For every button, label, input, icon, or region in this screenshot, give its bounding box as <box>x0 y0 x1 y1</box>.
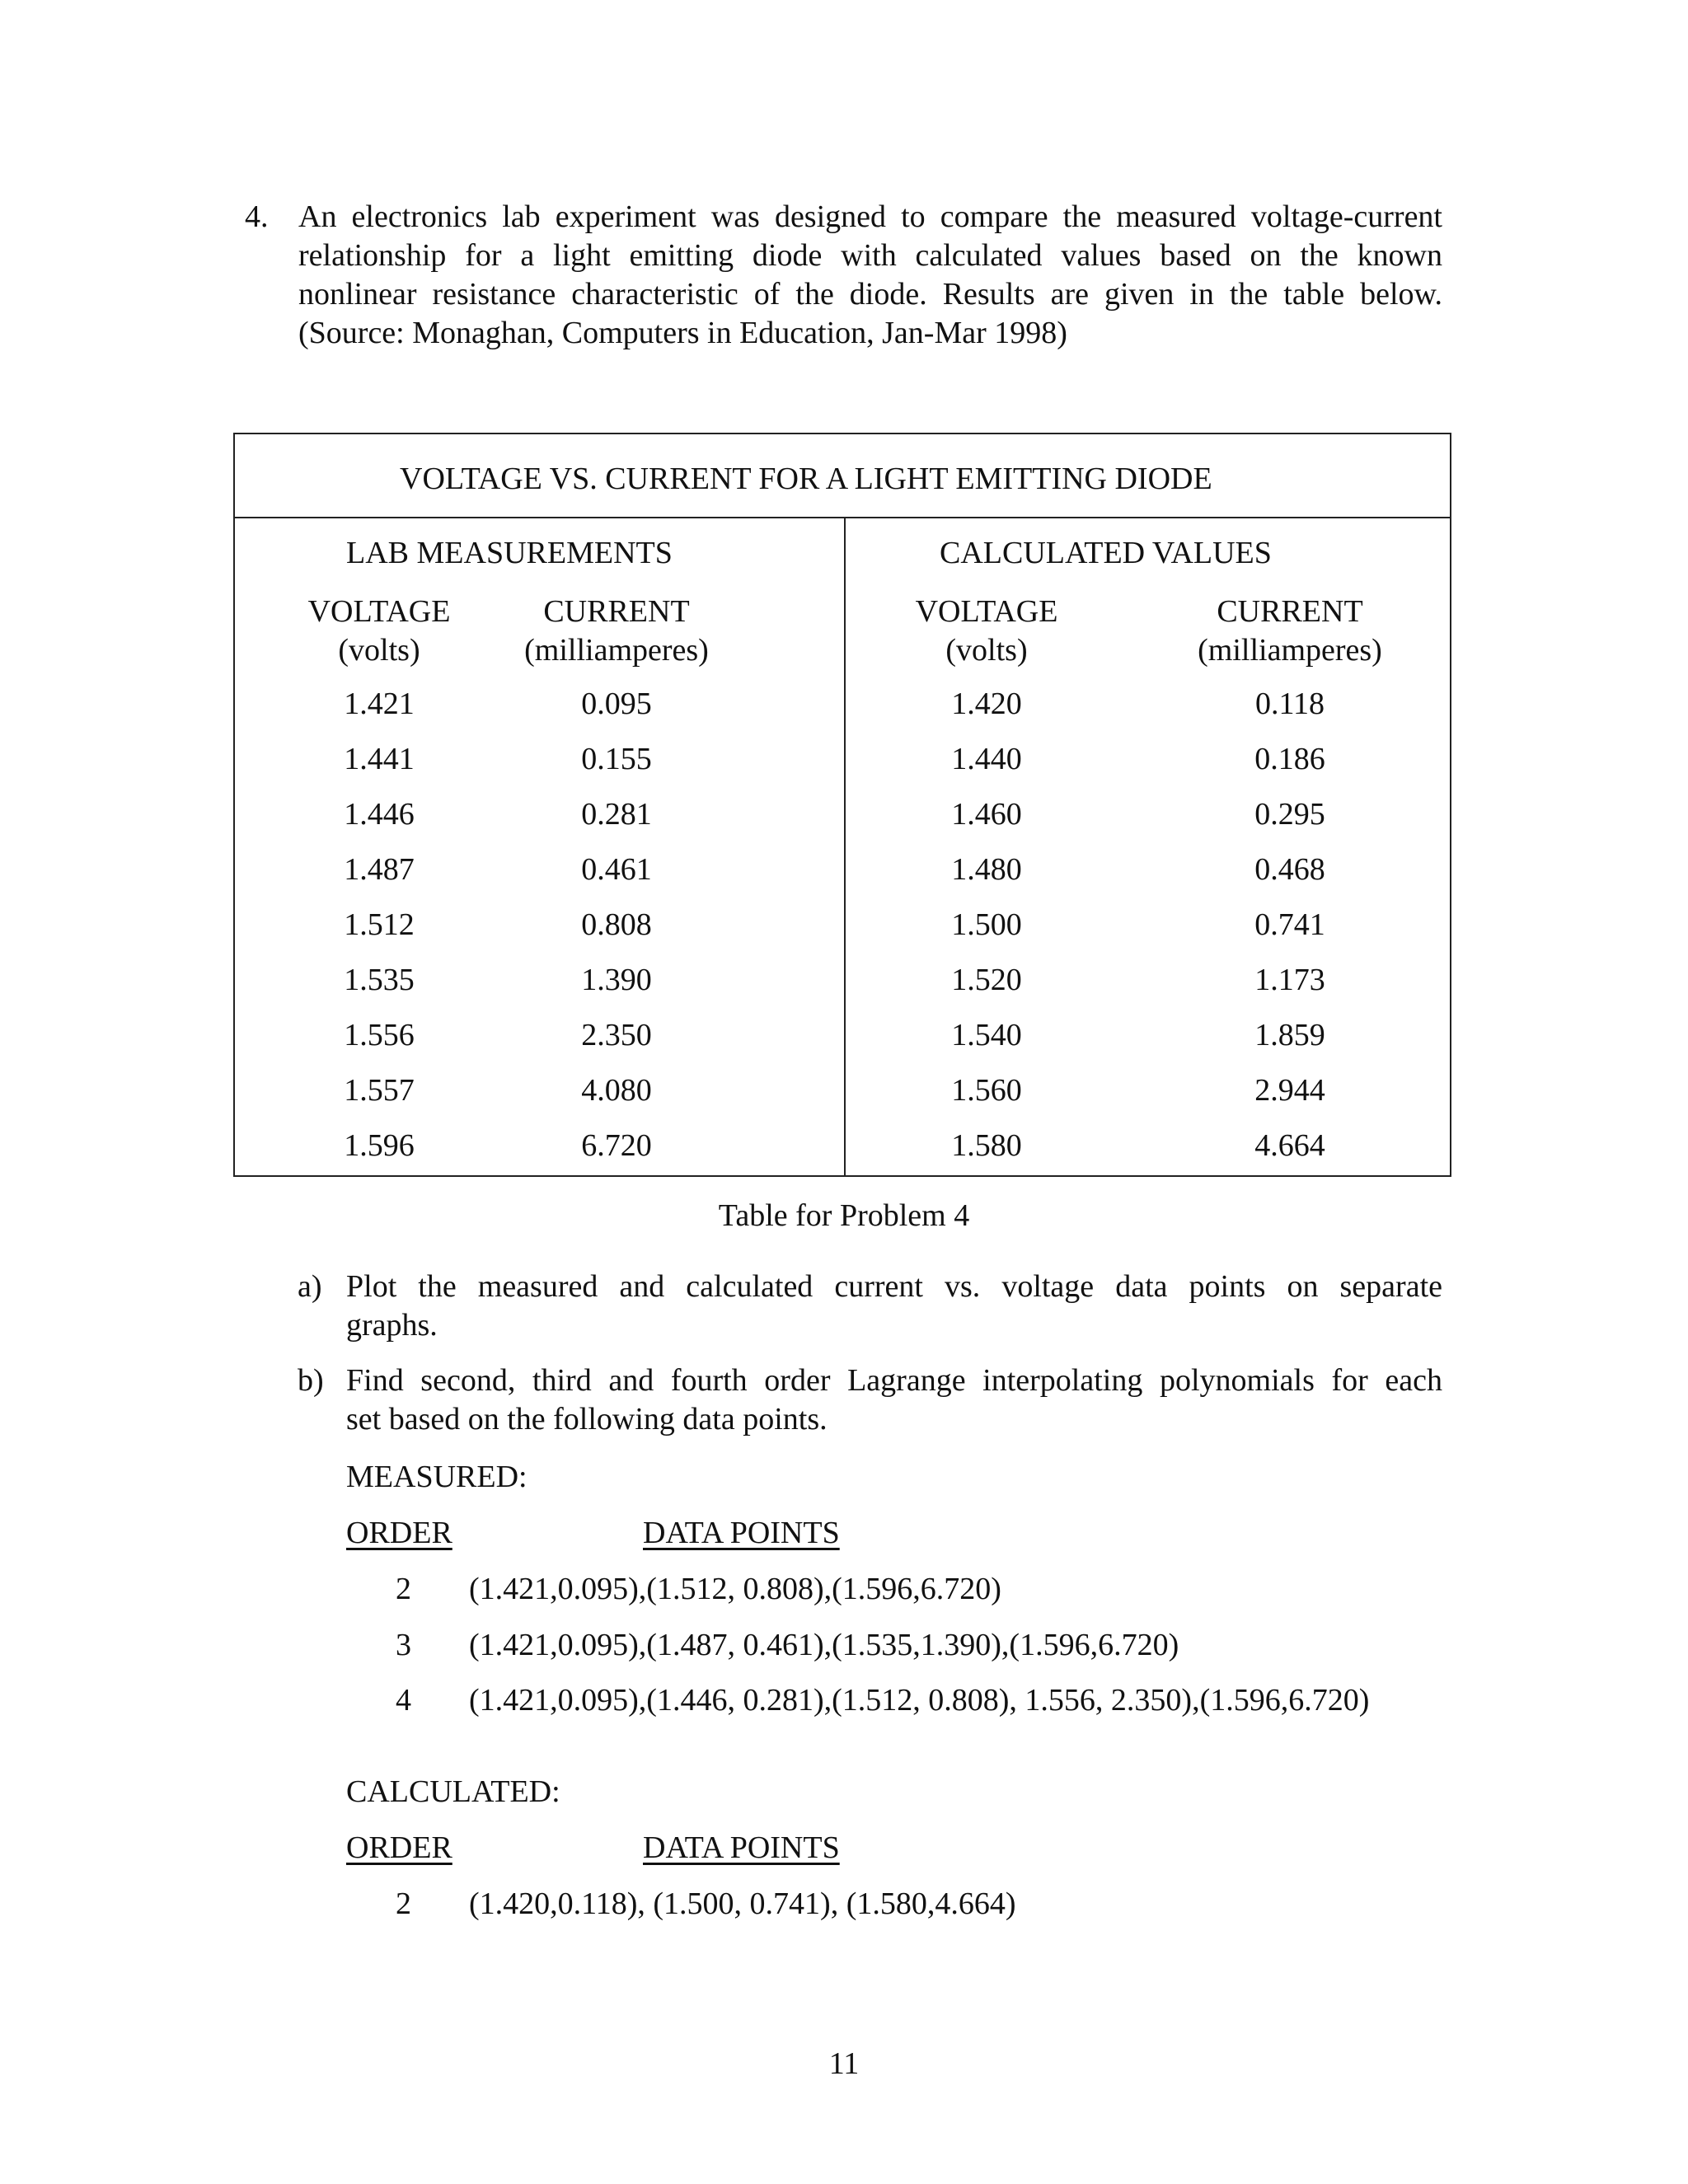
table-cell: 1.390 <box>581 963 652 997</box>
table-cell: 0.281 <box>581 797 652 832</box>
table-cell: 1.556 <box>344 1018 415 1052</box>
measured-heading: MEASURED: <box>346 1460 528 1494</box>
problem-statement <box>298 198 1442 353</box>
lab-measurements-heading: LAB MEASUREMENTS <box>346 536 673 570</box>
table-cell: 2.350 <box>581 1018 652 1052</box>
table-cell: 1.859 <box>1254 1018 1325 1052</box>
calculated-points: (1.420,0.118), (1.500, 0.741), (1.580,4.664) <box>469 1886 1016 1921</box>
column-header-name: VOLTAGE <box>307 594 451 629</box>
question-b-label: b) <box>298 1363 324 1398</box>
table-title-row <box>235 434 1450 518</box>
table-cell: 1.441 <box>344 742 415 776</box>
column-header <box>509 593 724 670</box>
table-caption: Table for Problem 4 <box>718 1198 970 1233</box>
column-header <box>1183 593 1397 670</box>
table-cell: 0.155 <box>581 742 652 776</box>
table-cell: 1.421 <box>344 687 415 721</box>
column-header-unit: (milliamperes) <box>524 633 709 668</box>
calculated-points-label: DATA POINTS <box>643 1830 840 1865</box>
table-cell: 1.173 <box>1254 963 1325 997</box>
problem-line: (Source: Monaghan, Computers in Education, Jan-Mar 1998) <box>298 316 1067 350</box>
table-cell: 0.741 <box>1254 907 1325 942</box>
table-cell: 1.487 <box>344 852 415 887</box>
column-header-unit: (milliamperes) <box>1198 633 1382 668</box>
question-a-text <box>346 1268 1442 1345</box>
table-cell: 2.944 <box>1254 1073 1325 1108</box>
table-cell: 0.808 <box>581 907 652 942</box>
table-cell: 0.461 <box>581 852 652 887</box>
table-cell: 6.720 <box>581 1128 652 1163</box>
calculated-values-heading: CALCULATED VALUES <box>940 536 1272 570</box>
column-header-unit: (volts) <box>945 633 1028 668</box>
table-cell: 0.468 <box>1254 852 1325 887</box>
problem-line: nonlinear resistance characteristic of the diode. Results are given in the table below. <box>298 277 1442 312</box>
column-header-unit: (volts) <box>338 633 420 668</box>
table-title: VOLTAGE VS. CURRENT FOR A LIGHT EMITTING DIODE <box>400 462 1212 496</box>
column-divider <box>844 517 846 1177</box>
table-cell: 1.420 <box>951 687 1022 721</box>
question-line: Plot the measured and calculated current vs. voltage data points on separate <box>346 1269 1442 1304</box>
measured-points: (1.421,0.095),(1.487, 0.461),(1.535,1.390),(1.596,6.720) <box>469 1628 1179 1662</box>
table-cell: 1.535 <box>344 963 415 997</box>
calculated-heading: CALCULATED: <box>346 1774 560 1809</box>
table-cell: 0.186 <box>1254 742 1325 776</box>
table-cell: 1.480 <box>951 852 1022 887</box>
table-cell: 1.520 <box>951 963 1022 997</box>
measured-order-label: ORDER <box>346 1516 452 1550</box>
measured-order: 2 <box>396 1572 411 1606</box>
table-cell: 1.557 <box>344 1073 415 1108</box>
measured-order: 3 <box>396 1628 411 1662</box>
table-cell: 0.095 <box>581 687 652 721</box>
column-header <box>272 593 486 670</box>
measured-order: 4 <box>396 1683 411 1718</box>
table-cell: 1.596 <box>344 1128 415 1163</box>
table-cell: 1.446 <box>344 797 415 832</box>
question-a-label: a) <box>298 1269 322 1304</box>
measured-points-label: DATA POINTS <box>643 1516 840 1550</box>
calculated-order: 2 <box>396 1886 411 1921</box>
table-cell: 1.440 <box>951 742 1022 776</box>
question-b-text <box>346 1361 1442 1439</box>
table-cell: 1.560 <box>951 1073 1022 1108</box>
page-number: 11 <box>828 2046 860 2081</box>
measured-points: (1.421,0.095),(1.512, 0.808),(1.596,6.720) <box>469 1572 1001 1606</box>
column-header-name: CURRENT <box>1217 594 1363 629</box>
problem-line: An electronics lab experiment was designed to compare the measured voltage-current <box>298 199 1442 234</box>
table-cell: 0.118 <box>1254 687 1325 721</box>
table-cell: 1.500 <box>951 907 1022 942</box>
table-cell: 4.080 <box>581 1073 652 1108</box>
table-cell: 1.512 <box>344 907 415 942</box>
table-cell: 0.295 <box>1254 797 1325 832</box>
problem-number: 4. <box>245 199 269 234</box>
table-cell: 1.460 <box>951 797 1022 832</box>
problem-line: relationship for a light emitting diode with calculated values based on the known <box>298 238 1442 273</box>
column-header-name: VOLTAGE <box>915 594 1058 629</box>
data-table <box>233 433 1451 1177</box>
calculated-order-label: ORDER <box>346 1830 452 1865</box>
question-line: graphs. <box>346 1308 438 1343</box>
column-header-name: CURRENT <box>543 594 690 629</box>
table-cell: 4.664 <box>1254 1128 1325 1163</box>
question-line: Find second, third and fourth order Lagrange interpolating polynomials for each <box>346 1363 1442 1398</box>
question-line: set based on the following data points. <box>346 1402 828 1436</box>
column-header <box>879 593 1094 670</box>
measured-points: (1.421,0.095),(1.446, 0.281),(1.512, 0.808), 1.556, 2.350),(1.596,6.720) <box>469 1683 1370 1718</box>
table-cell: 1.540 <box>951 1018 1022 1052</box>
table-cell: 1.580 <box>951 1128 1022 1163</box>
